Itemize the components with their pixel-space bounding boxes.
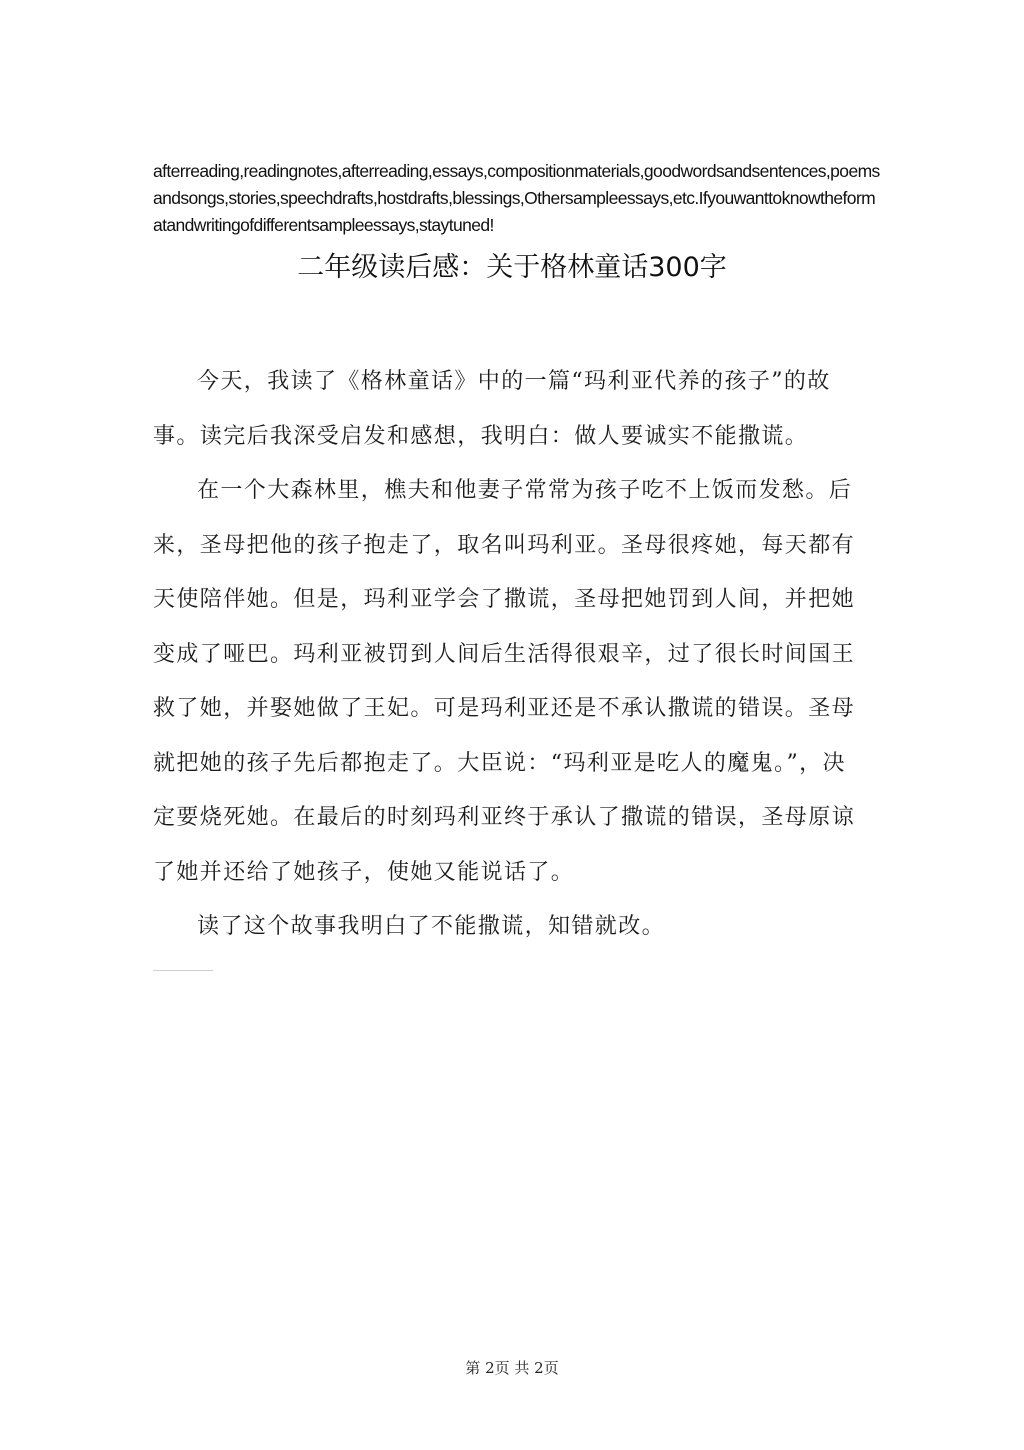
page-number-footer: 第 2页 共 2页 <box>465 1359 559 1377</box>
essay-body <box>153 355 868 955</box>
paragraph: 读了这个故事我明白了不能撒谎，知错就改。 <box>197 914 666 939</box>
divider <box>153 970 213 971</box>
paragraph: 今天，我读了《格林童话》中的一篇“玛利亚代养的孩子”的故事。读完后我深受启发和感想，我明白：做人要诚实不能撒谎。 <box>153 369 831 449</box>
intro-text: afterreading,readingnotes,afterreading,essays,compositionmaterials,goodwordsandsentences,poemsandsongs,stories,speechdrafts,hostdrafts,blessings,Othersampleessays,etc.Ifyouwanttoknowtheformatandwritingofdifferentsampleessays,staytuned! <box>153 161 880 235</box>
document-title: 二年级读后感：关于格林童话300字 <box>297 252 727 283</box>
paragraph: 在一个大森林里，樵夫和他妻子常常为孩子吃不上饭而发愁。后来，圣母把他的孩子抱走了，取名叫玛利亚。圣母很疼她，每天都有天使陪伴她。但是，玛利亚学会了撒谎，圣母把她罚到人间，并把她变成了哑巴。玛利亚被罚到人间后生活得很艰辛，过了很长时间国王救了她，并娶她做了王妃。可是玛利亚还是不承认撒谎的错误。圣母就把她的孩子先后都抱走了。大臣说：“玛利亚是吃人的魔鬼。”，决定要烧死她。在最后的时刻玛利亚终于承认了撒谎的错误，圣母原谅了她并还给了她孩子，使她又能说话了。 <box>153 478 856 885</box>
